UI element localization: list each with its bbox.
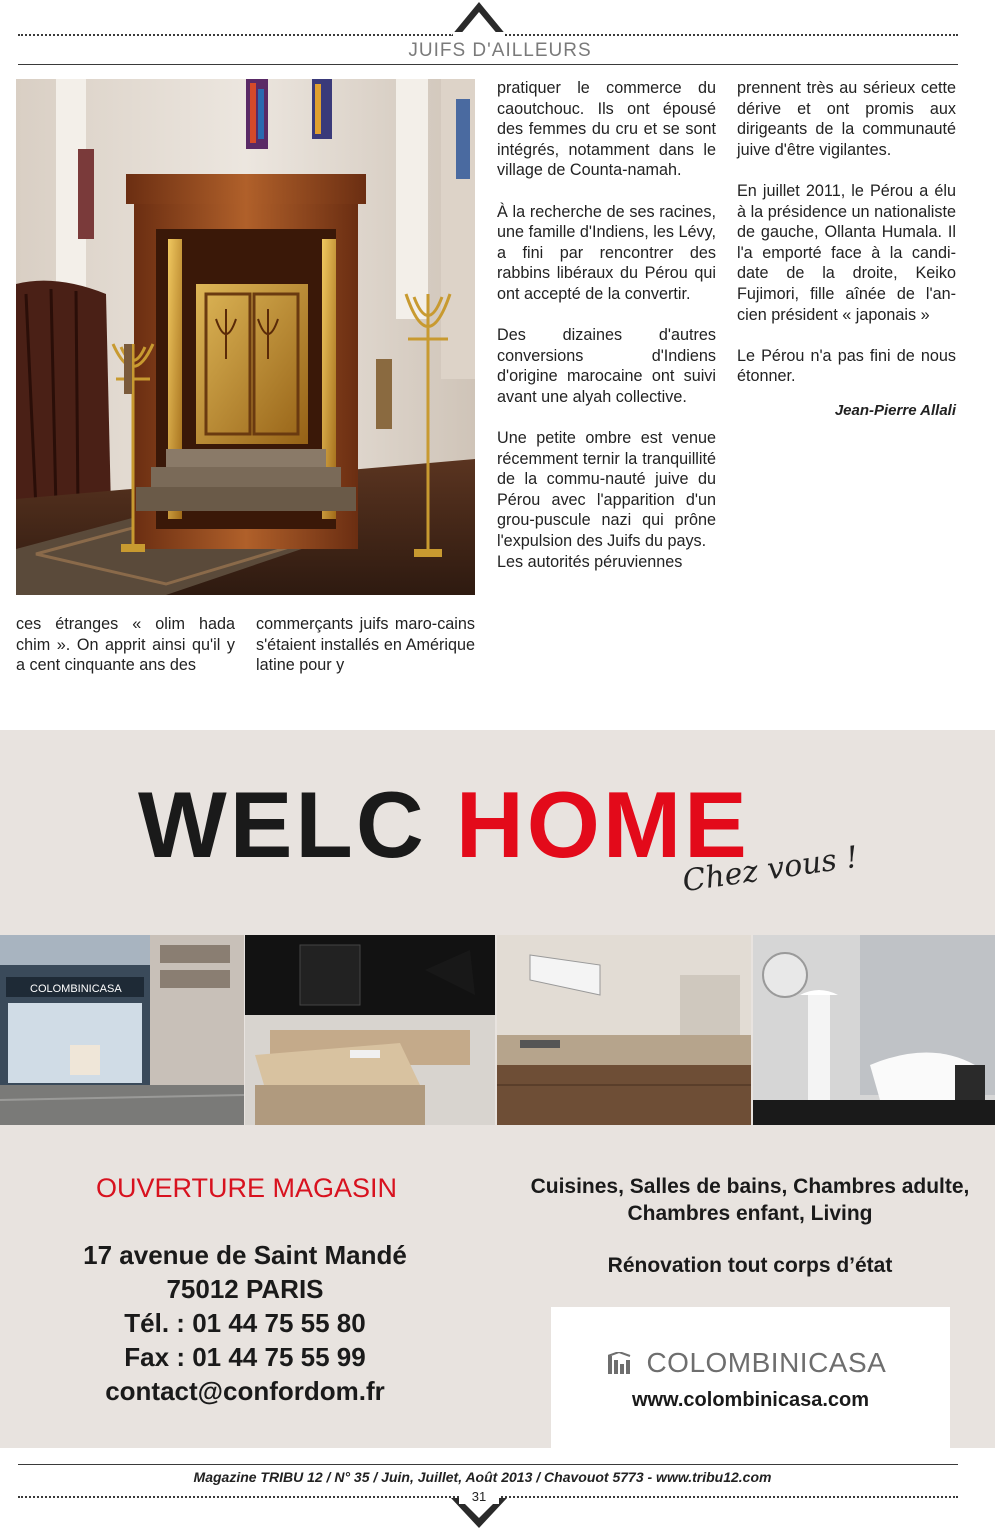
address-street: 17 avenue de Saint Mandé <box>83 1240 407 1270</box>
fax-number: Fax : 01 44 75 55 99 <box>124 1342 366 1372</box>
services-line-1: Cuisines, Salles de bains, Chambres adulte, <box>530 1175 970 1198</box>
address-city: 75012 PARIS <box>166 1274 324 1304</box>
ad-title-dark: WELC <box>138 772 427 877</box>
article-column-3 <box>497 78 716 572</box>
renovation-text: Rénovation tout corps d’état <box>607 1254 893 1277</box>
ad-tagline: Chez vous ! <box>680 839 861 900</box>
opening-announcement: OUVERTURE MAGASIN <box>96 1173 398 1203</box>
section-title: JUIFS D'AILLEURS <box>408 40 592 61</box>
colombini-logo-text: COLOMBINICASA <box>646 1347 887 1378</box>
services-line-2: Chambres enfant, Living <box>627 1202 873 1225</box>
header-rule <box>18 64 958 65</box>
paragraph: pratiquer le commerce du caoutchouc. Ils ont épousé des femmes du cru et se sont intégrés, notamment dans le village de Counta-namah. <box>497 79 716 180</box>
article-column-2 <box>256 614 475 676</box>
contact-email: contact@confordom.fr <box>105 1376 385 1406</box>
phone-number: Tél. : 01 44 75 55 80 <box>124 1308 366 1338</box>
page-number: 31 <box>459 1489 499 1504</box>
header-chevron-icon <box>449 0 509 40</box>
paragraph: À la recherche de ses racines, une famille d'Indiens, les Lévy, a fini par rencontrer des rabbins libéraux du Pérou qui ont accepté de la convertir. <box>497 202 716 303</box>
paragraph: Des dizaines d'autres conversions d'Indiens d'origine marocaine ont suivi avant une alyah collective. <box>497 326 716 406</box>
ad-title-red: HOME <box>455 772 750 877</box>
author-signature: Jean-Pierre Allali <box>834 401 956 419</box>
paragraph: En juillet 2011, le Pérou a élu à la présidence un nationaliste de gauche, Ollanta Humala. Il l'a emporté face à la candi-date de la droite, Keiko Fujimori, fille aînée de l'an-cien président « japonais » <box>737 181 956 324</box>
showroom-photo-strip <box>0 935 995 1125</box>
footer-rule <box>18 1464 958 1465</box>
article-column-1 <box>16 614 235 676</box>
ad-title <box>138 772 750 877</box>
website-link[interactable]: www.colombinicasa.com <box>631 1389 870 1411</box>
paragraph: commerçants juifs maro-cains s'étaient installés en Amérique latine pour y <box>256 615 475 675</box>
paragraph: prennent très au sérieux cette dérive et ont promis aux dirigeants de la communauté juive d'être vigilantes. <box>737 79 956 159</box>
paragraph: Le Pérou n'a pas fini de nous étonner. <box>737 346 956 386</box>
footer-credits: Magazine TRIBU 12 / N° 35 / Juin, Juillet, Août 2013 / Chavouot 5773 - www.tribu12.com <box>193 1469 772 1485</box>
article-column-4 <box>737 78 956 422</box>
paragraph: Une petite ombre est venue récemment ternir la tranquillité de la commu-nauté juive du Pérou avec l'apparition d'un grou-puscule nazi qui prône l'expulsion des Juifs du pays. <box>497 429 716 551</box>
colombini-logo <box>608 1347 886 1379</box>
paragraph: ces étranges « olim hada chim ». On apprit ainsi qu'il y a cent cinquante ans des <box>16 615 235 675</box>
storefront-sign: COLOMBINICASA <box>30 983 122 995</box>
colombini-logo-icon <box>608 1352 634 1374</box>
paragraph: Les autorités péruviennes <box>497 552 683 571</box>
synagogue-ark-photo <box>16 79 475 595</box>
colombini-logo-box <box>551 1307 950 1448</box>
